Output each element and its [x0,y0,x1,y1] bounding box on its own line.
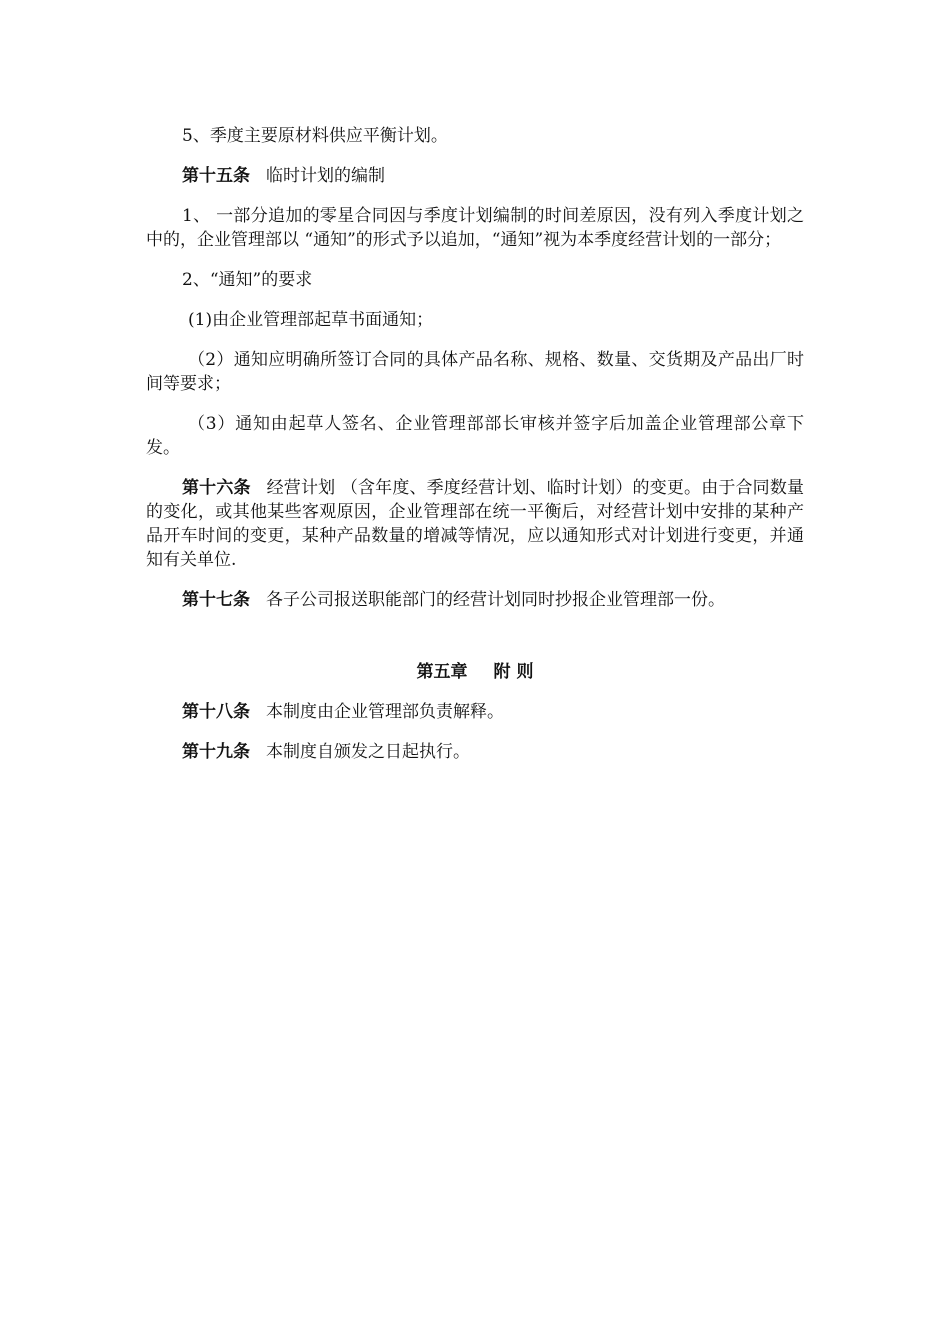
article-15-title: 临时计划的编制 [266,166,385,186]
article-15-paragraph-1: 1、 一部分追加的零星合同因与季度计划编制的时间差原因，没有列入季度计划之中的，企业管理部以 “通知”的形式予以追加，“通知”视为本季度经营计划的一部分； [146,206,804,250]
article-15-subitem-1: (1)由企业管理部起草书面通知； [188,310,434,330]
article-15-subitem-3: （3）通知由起草人签名、企业管理部部长审核并签字后加盖企业管理部公章下发。 [146,414,804,458]
item-5: 5、季度主要原材料供应平衡计划。 [182,126,448,146]
chapter-5-number: 第五章 [416,662,468,682]
article-17 [146,588,804,612]
article-15-heading [146,164,804,188]
article-15-label: 第十五条 [182,166,250,186]
article-19 [146,740,804,764]
article-18-label: 第十八条 [182,702,250,722]
article-16 [146,476,804,572]
article-16-text: 经营计划 （含年度、季度经营计划、临时计划）的变更。由于合同数量的变化，或其他某些客观原因，企业管理部在统一平衡后，对经营计划中安排的某种产品开车时间的变更，某种产品数量的增减等情况，应以通知形式对计划进行变更，并通知有关单位. [146,478,804,570]
article-15-subitem-2: （2）通知应明确所签订合同的具体产品名称、规格、数量、交货期及产品出厂时间等要求； [146,350,804,394]
article-19-label: 第十九条 [182,742,250,762]
article-18-text: 本制度由企业管理部负责解释。 [266,702,504,722]
article-18 [146,700,804,724]
chapter-5-name: 附 则 [493,662,534,682]
article-17-text: 各子公司报送职能部门的经营计划同时抄报企业管理部一份。 [266,590,725,610]
document-page [146,124,804,764]
chapter-5-heading [146,660,804,684]
article-19-text: 本制度自颁发之日起执行。 [266,742,470,762]
article-17-label: 第十七条 [182,590,250,610]
article-16-label: 第十六条 [182,478,251,498]
article-15-paragraph-2: 2、“通知”的要求 [182,270,313,290]
